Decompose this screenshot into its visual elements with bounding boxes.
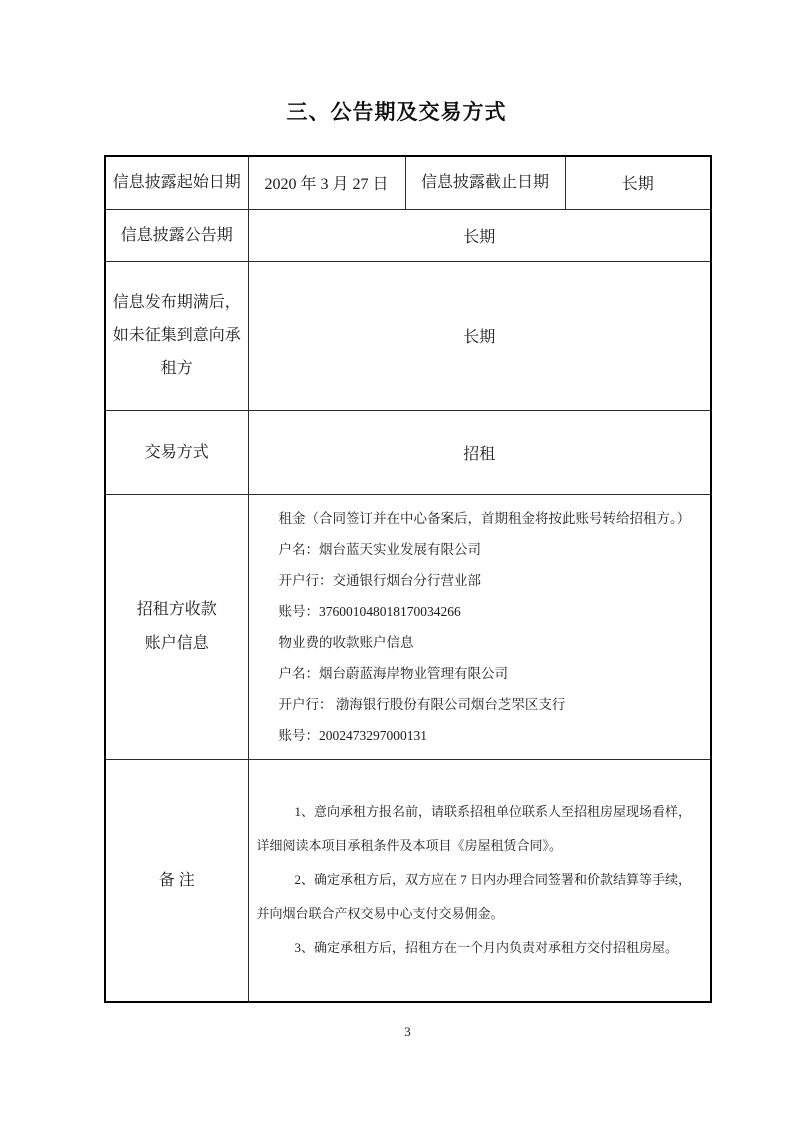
row-remarks (105, 759, 711, 1002)
transaction-method-label: 交易方式 (105, 410, 248, 494)
row-disclosure-dates (105, 156, 711, 209)
account-line-bank-1: 开户行：交通银行烟台分行营业部 (278, 572, 481, 588)
page-number: 3 (404, 1024, 411, 1039)
account-line-number-2: 账号：2002473297000131 (278, 727, 427, 743)
account-line-property-fee-note: 物业费的收款账户信息 (278, 634, 414, 650)
announcement-table (104, 155, 712, 1003)
row-after-expiry (105, 261, 711, 410)
account-info-label (105, 494, 248, 759)
remarks-content (248, 759, 711, 1002)
disclosure-end-label: 信息披露截止日期 (405, 156, 565, 209)
disclosure-start-value: 2020 年 3 月 27 日 (248, 156, 405, 209)
section-title: 三、公告期及交易方式 (286, 100, 507, 124)
account-line-rent-note: 租金（合同签订并在中心备案后，首期租金将按此账号转给招租方。） (278, 510, 691, 526)
row-announcement-period (105, 209, 711, 261)
account-info-content (248, 494, 711, 759)
remark-paragraph-3: 3、确定承租方后，招租方在一个月内负责对承租方交付招租房屋。 (294, 940, 679, 956)
account-info-label-line: 招租方收款 (136, 600, 217, 618)
disclosure-start-label: 信息披露起始日期 (105, 156, 248, 209)
remark-paragraph-2: 2、确定承租方后，双方应在 7 日内办理合同签署和价款结算等手续，并向烟台联合产权交易中心支付交易佣金。 (256, 872, 692, 922)
account-line-holder-2: 户名：烟台蔚蓝海岸物业管理有限公司 (278, 665, 508, 681)
after-expiry-label: 信息发布期满后，如未征集到意向承租方 (105, 261, 248, 410)
account-line-number-1: 账号：376001048018170034266 (278, 603, 461, 619)
announcement-period-label: 信息披露公告期 (105, 209, 248, 261)
announcement-period-value: 长期 (248, 209, 711, 261)
account-info-label-line: 账户信息 (144, 634, 209, 652)
row-account-info (105, 494, 711, 759)
account-line-holder-1: 户名：烟台蓝天实业发展有限公司 (278, 541, 481, 557)
transaction-method-value: 招租 (248, 410, 711, 494)
account-line-bank-2: 开户行： 渤海银行股份有限公司烟台芝罘区支行 (278, 696, 566, 712)
disclosure-end-value: 长期 (565, 156, 711, 209)
after-expiry-value: 长期 (248, 261, 711, 410)
remark-paragraph-1: 1、意向承租方报名前，请联系招租单位联系人至招租房屋现场看样，详细阅读本项目承租条件及本项目《房屋租赁合同》。 (256, 804, 692, 854)
remarks-label: 备 注 (105, 759, 248, 1002)
row-transaction-method (105, 410, 711, 494)
